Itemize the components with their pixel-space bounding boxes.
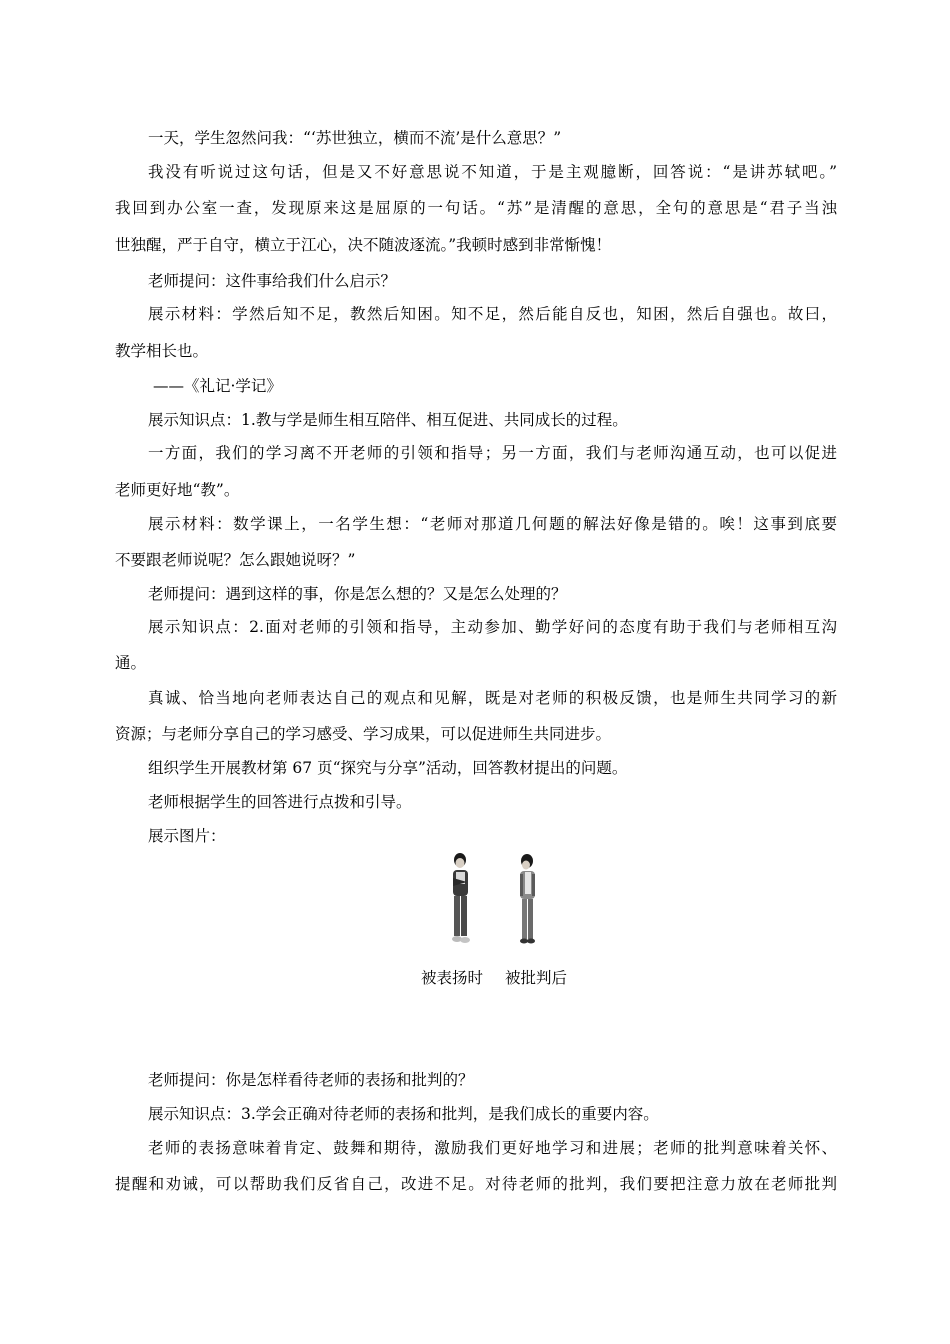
- quote-source: ——《礼记·学记》: [153, 377, 282, 395]
- paragraph-praise-criticism: 老师的表扬意味着肯定、鼓舞和期待，激励我们更好地学习和进展；老师的批判意味着关怀、: [148, 1139, 837, 1157]
- knowledge-point-3: 展示知识点：3.学会正确对待老师的表扬和批判，是我们成长的重要内容。: [148, 1105, 659, 1123]
- paragraph-student-question: 一天，学生忽然问我：“‘苏世独立，横而不流’是什么意思？”: [148, 129, 562, 147]
- paragraph-interaction-line2: 老师更好地“教”。: [115, 481, 240, 499]
- teacher-question-3: 老师提问：你是怎样看待老师的表扬和批判的？: [148, 1071, 474, 1089]
- paragraph-teacher-answer-line2: 我回到办公室一查，发现原来这是屈原的一句话。“苏”是清醒的意思，全句的意思是“君子当浊: [115, 199, 837, 217]
- teacher-guidance: 老师根据学生的回答进行点拨和引导。: [148, 793, 412, 811]
- caption-criticized: 被批判后: [505, 969, 568, 987]
- paragraph-interaction: 一方面，我们的学习离不开老师的引领和指导；另一方面，我们与老师沟通互动，也可以促进: [148, 444, 837, 462]
- paragraph-express-views-line2: 资源；与老师分享自己的学习感受、学习成果，可以促进师生共同进步。: [115, 725, 612, 743]
- two-students-image: [420, 852, 580, 952]
- material-quote: 展示材料：学然后知不足，教然后知困。知不足，然后能自反也，知困，然后自强也。故曰，: [148, 305, 837, 323]
- knowledge-point-1: 展示知识点：1.教与学是师生相互陪伴、相互促进、共同成长的过程。: [148, 411, 628, 429]
- teacher-question-2: 老师提问：遇到这样的事，你是怎么想的？又是怎么处理的？: [148, 585, 567, 603]
- caption-praised: 被表扬时: [421, 969, 484, 987]
- material-math-class-line2: 不要跟老师说呢？怎么跟她说呀？”: [115, 551, 356, 569]
- paragraph-express-views: 真诚、恰当地向老师表达自己的观点和见解，既是对老师的积极反馈，也是师生共同学习的新: [148, 689, 837, 707]
- paragraph-teacher-answer-line3: 世独醒，严于自守，横立于江心，决不随波逐流。”我顿时感到非常惭愧！: [115, 236, 612, 254]
- teacher-question-1: 老师提问：这件事给我们什么启示？: [148, 272, 397, 290]
- paragraph-praise-criticism-line2: 提醒和劝诫，可以帮助我们反省自己，改进不足。对待老师的批判，我们要把注意力放在老师批判: [115, 1175, 837, 1193]
- student-illustration: [420, 852, 580, 952]
- material-quote-line2: 教学相长也。: [115, 342, 209, 360]
- praised-student-figure: [452, 853, 470, 943]
- material-math-class: 展示材料：数学课上，一名学生想：“老师对那道几何题的解法好像是错的。唉！这事到底要: [148, 515, 837, 533]
- show-picture-label: 展示图片：: [148, 827, 226, 845]
- knowledge-point-2-line2: 通。: [115, 654, 147, 672]
- criticized-student-figure: [520, 854, 535, 944]
- paragraph-teacher-answer: 我没有听说过这句话，但是又不好意思说不知道，于是主观臆断，回答说：“是讲苏轼吧。”: [148, 163, 837, 181]
- activity-instruction: 组织学生开展教材第 67 页“探究与分享”活动，回答教材提出的问题。: [148, 759, 628, 777]
- knowledge-point-2: 展示知识点：2.面对老师的引领和指导，主动参加、勤学好问的态度有助于我们与老师相互沟: [148, 618, 837, 636]
